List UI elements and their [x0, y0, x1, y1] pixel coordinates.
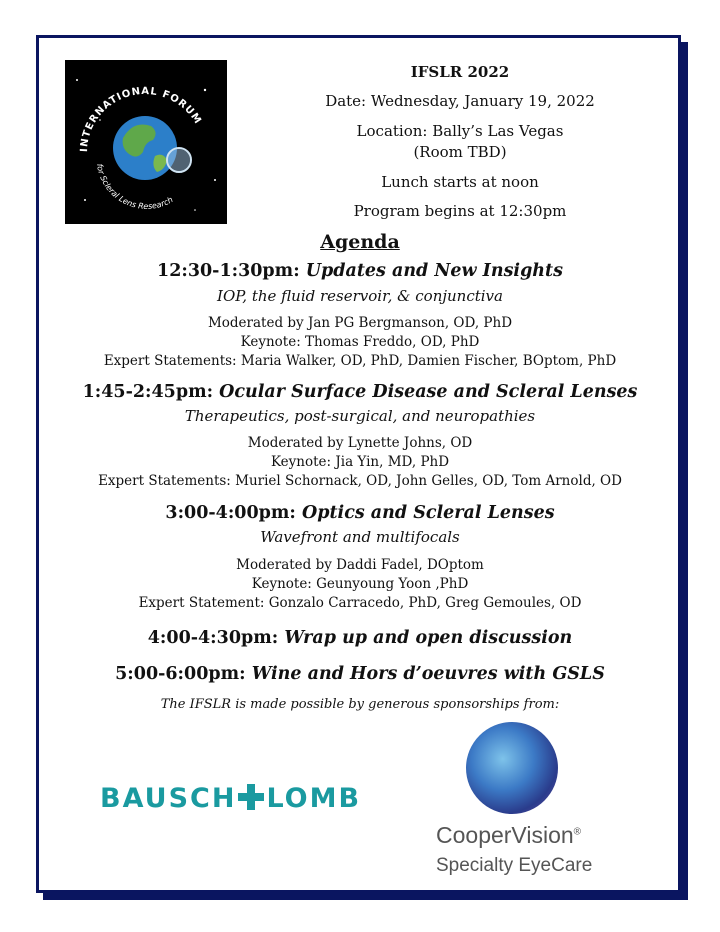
session-title: Wine and Hors d’oeuvres with GSLS — [251, 664, 605, 684]
session-moderator: Moderated by Lynette Johns, OD — [247, 435, 473, 451]
registered-mark: ® — [573, 826, 582, 838]
coopervision-subtitle: Specialty EyeCare — [436, 855, 593, 876]
session-time: 4:00-4:30pm: — [147, 628, 279, 648]
coopervision-logo — [436, 822, 636, 849]
session-time: 5:00-6:00pm: — [115, 664, 246, 684]
logo-arc-bottom: for Scleral Lens Research — [94, 163, 175, 211]
coopervision-orb-icon — [466, 722, 558, 814]
logo-arc-top: INTERNATIONAL FORUM — [78, 85, 204, 153]
coopervision-text: CooperVision — [436, 822, 574, 848]
event-title: IFSLR 2022 — [410, 63, 510, 81]
session-title: Optics and Scleral Lenses — [301, 503, 555, 523]
session-subtitle: IOP, the fluid reservoir, & conjunctiva — [217, 287, 503, 305]
session-time: 3:00-4:00pm: — [165, 503, 296, 523]
session-subtitle: Therapeutics, post-surgical, and neuropathies — [184, 407, 536, 425]
session-keynote: Keynote: Geunyoung Yoon ,PhD — [251, 576, 469, 592]
lunch-time: Lunch starts at noon — [381, 173, 539, 191]
session-moderator: Moderated by Daddi Fadel, DOptom — [236, 557, 484, 573]
event-date: Date: Wednesday, January 19, 2022 — [325, 92, 595, 110]
session-time: 1:45-2:45pm: — [82, 382, 214, 402]
session-heading — [40, 503, 680, 523]
session-keynote: Keynote: Jia Yin, MD, PhD — [270, 454, 450, 470]
session-heading — [40, 628, 680, 648]
session-subtitle: Wavefront and multifocals — [260, 528, 460, 546]
session-moderator: Moderated by Jan PG Bergmanson, OD, PhD — [207, 315, 513, 331]
session-title: Updates and New Insights — [305, 261, 563, 281]
event-location: Location: Bally’s Las Vegas — [356, 122, 564, 140]
plus-icon — [238, 784, 264, 810]
session-heading — [40, 382, 680, 402]
session-experts: Expert Statements: Maria Walker, OD, PhD, Damien Fischer, BOptom, PhD — [103, 353, 617, 369]
program-start: Program begins at 12:30pm — [353, 202, 567, 220]
session-keynote: Keynote: Thomas Freddo, OD, PhD — [240, 334, 480, 350]
logo-globe-icon — [65, 60, 227, 224]
event-room: (Room TBD) — [413, 143, 507, 161]
session-heading — [40, 664, 680, 684]
session-time: 12:30-1:30pm: — [157, 261, 300, 281]
lomb-text: LOMB — [266, 783, 362, 814]
session-experts: Expert Statements: Muriel Schornack, OD, John Gelles, OD, Tom Arnold, OD — [98, 473, 622, 489]
session-experts: Expert Statement: Gonzalo Carracedo, PhD, Greg Gemoules, OD — [138, 595, 582, 611]
session-title: Wrap up and open discussion — [284, 628, 573, 648]
session-heading — [40, 261, 680, 281]
sponsor-note: The IFSLR is made possible by generous sponsorships from: — [160, 697, 560, 712]
bausch-lomb-logo — [100, 783, 361, 814]
bausch-text: BAUSCH — [100, 783, 237, 814]
ifslr-logo — [65, 60, 227, 224]
agenda-heading: Agenda — [320, 231, 400, 253]
session-title: Ocular Surface Disease and Scleral Lenses — [219, 382, 638, 402]
